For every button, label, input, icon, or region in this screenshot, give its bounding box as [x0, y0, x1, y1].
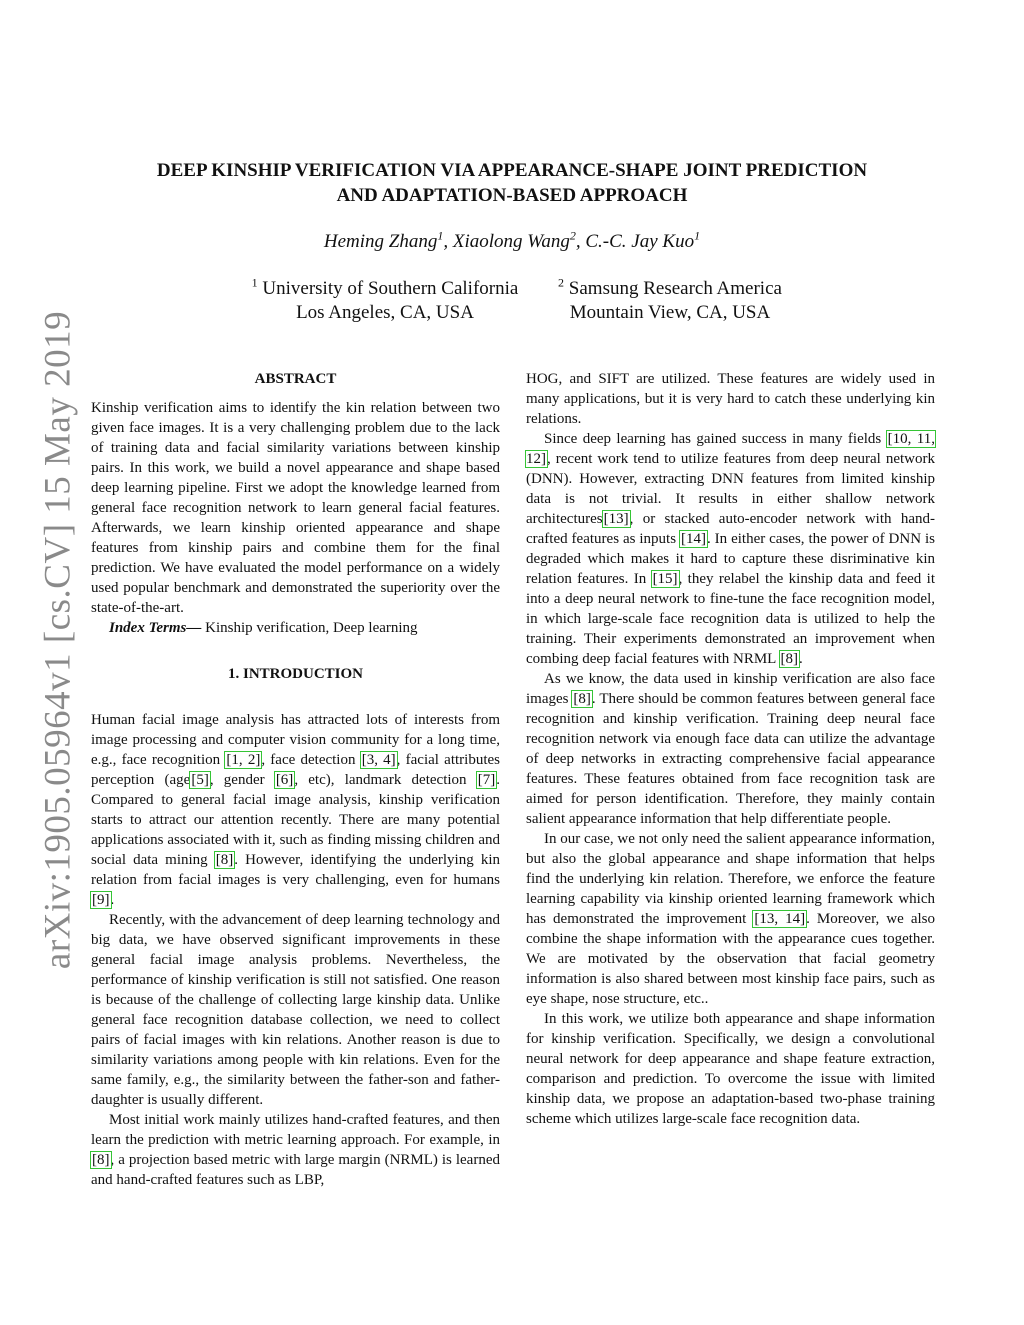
- index-terms: [91, 618, 500, 638]
- citation-link[interactable]: [9]: [92, 892, 110, 908]
- affiliation-mark: 1: [251, 275, 258, 290]
- affiliation-usc: [240, 277, 530, 325]
- author-affiliation-mark: 2: [569, 228, 576, 243]
- index-terms-label: Index Terms—: [109, 620, 202, 636]
- citation-link[interactable]: [1, 2]: [226, 752, 261, 768]
- affiliation-name: University of Southern California: [262, 278, 519, 299]
- citation-link[interactable]: [8]: [780, 651, 799, 667]
- author-name: Xiaolong Wang: [452, 231, 570, 252]
- citation-link[interactable]: [10, 11, 12]: [526, 431, 935, 467]
- citation-link[interactable]: [8]: [573, 691, 591, 707]
- citation-link[interactable]: [13]: [603, 511, 629, 527]
- intro-paragraph-5: As we know, the data used in kinship verification are also face images [8]. There should be common features between general face recognition and kinship verification. Training deep neural face recognition network via enough face data can utilize the advantage of deep networks in extracting comprehensive facial appearance features. These features obtained from face recognition task are aimed for person identification. Therefore, they mainly contain salient appearance information that help differentiate people.: [526, 671, 935, 827]
- intro-paragraph-6: In our case, we not only need the salient appearance information, but also the global appearance and shape information that helps find the underlying kin relation. Therefore, we enforce the feature learning capability via kinship oriented learning framework which has demonstrated the improvement [13, 14]. Moreover, we also combine the shape information with the appearance cues together. We are motivated by the observation that facial geometry information is also shared between most kinship face pairs, such as eye shape, nose structure, etc..: [526, 831, 935, 1007]
- author-list: Heming Zhang$^1$, Xiaolong Wang$^2$, C.-C. Jay Kuo$^1$: [323, 228, 701, 252]
- affiliation-mark: 2: [558, 275, 565, 290]
- title-line-2: AND ADAPTATION-BASED APPROACH: [336, 185, 688, 206]
- abstract-text: Kinship verification aims to identify the kin relation between two given face images. It is a very challenging problem due to the lack of training data and facial similarity variations between kinship pairs. In this work, we build a novel appearance and shape based deep learning pipeline. First we adopt the knowledge learned from general face recognition network to learn general facial features. Afterwards, we learn kinship oriented appearance and shape features from kinship pairs and combine them for the final prediction. We have evaluated the model performance on a widely used popular benchmark and demonstrated the superiority over the state-of-the-art.: [91, 400, 500, 616]
- citation-link[interactable]: [15]: [652, 571, 678, 587]
- citation-link[interactable]: [8]: [92, 1152, 110, 1168]
- author-affiliation-mark: 1: [694, 228, 701, 243]
- citation-link[interactable]: [13, 14]: [754, 911, 806, 927]
- arxiv-identifier: arXiv:1905.05964v1 [cs.CV] 15 May 2019: [37, 310, 79, 970]
- abstract-heading: ABSTRACT: [254, 371, 337, 387]
- intro-paragraph-3: Most initial work mainly utilizes hand-crafted features, and then learn the prediction with metric learning approach. For example, in [8], a projection based metric with large margin (NRML) is learned and hand-crafted features such as LBP,: [91, 1112, 500, 1188]
- paper-title: [100, 158, 924, 208]
- intro-paragraph-3-continued: HOG, and SIFT are utilized. These features are widely used in many applications, but it is very hard to catch these underlying kin relations.: [526, 371, 935, 427]
- title-line-1: DEEP KINSHIP VERIFICATION VIA APPEARANCE-SHAPE JOINT PREDICTION: [156, 160, 868, 181]
- intro-paragraph-7: In this work, we utilize both appearance and shape information for kinship verification. Specifically, we design a convolutional neural network for deep appearance and shape feature extraction, comparison and prediction. To overcome the issue with limited kinship data, we propose an adaptation-based two-phase training scheme which utilizes large-scale face recognition data.: [526, 1011, 935, 1127]
- citation-link[interactable]: [14]: [680, 531, 706, 547]
- index-terms-value: Kinship verification, Deep learning: [205, 620, 418, 636]
- citation-link[interactable]: [3, 4]: [361, 752, 396, 768]
- left-column: [91, 369, 500, 1190]
- citation-link[interactable]: [6]: [275, 772, 294, 788]
- affiliation-samsung: [540, 277, 800, 325]
- author-affiliation-mark: 1: [437, 228, 444, 243]
- right-column: [526, 369, 935, 1129]
- intro-paragraph-4: Since deep learning has gained success in many fields [10, 11, 12], recent work tend to utilize features from deep neural network (DNN). However, extracting DNN features from limited kinship data is not trivial. It results in either shallow network architectures[13], or stacked auto-encoder network with hand-crafted features as inputs [14]. In either cases, the power of DNN is degraded which makes it hard to capture these disriminative kin relation features. In [15], they relabel the kinship data and feed it into a deep neural network to fine-tune the face recognition model, in which large-scale face recognition data is utilized to help the training. Their experiments demonstrated an improvement when combing deep facial features with NRML [8].: [526, 431, 935, 667]
- citation-link[interactable]: [5]: [191, 772, 209, 788]
- affiliation-name: Samsung Research America: [568, 278, 782, 299]
- author-name: Heming Zhang: [323, 231, 438, 252]
- introduction-heading: 1. INTRODUCTION: [227, 666, 363, 682]
- author-name: C.-C. Jay Kuo: [585, 231, 695, 252]
- citation-link[interactable]: [8]: [215, 852, 234, 868]
- affiliation-location: Mountain View, CA, USA: [569, 302, 771, 323]
- citation-link[interactable]: [7]: [477, 772, 496, 788]
- affiliation-location: Los Angeles, CA, USA: [296, 302, 474, 323]
- intro-paragraph-2: Recently, with the advancement of deep learning technology and big data, we have observed significant improvements in these general facial image analysis problems. Nevertheless, the performance of kinship verification is still not satisfied. One reason is because of the challenge of collecting large kinship data. Unlike general face recognition database collection, we need to collect pairs of facial images with kin relations. Another reason is due to similarity variations among people with kin relations. Even for the same family, e.g., the similarity between the father-son and father-daughter is usually different.: [91, 912, 500, 1108]
- intro-paragraph-1: Human facial image analysis has attracted lots of interests from image processing and computer vision community for a long time, e.g., face recognition [1, 2], face detection [3, 4], facial attributes perception (age[5], gender [6], etc), landmark detection [7]. Compared to general facial image analysis, kinship verification starts to attract our attention recently. There are many potential applications associated with it, such as finding missing children and social data mining [8]. However, identifying the underlying kin relation from facial images is very challenging, even for humans [9].: [91, 712, 500, 908]
